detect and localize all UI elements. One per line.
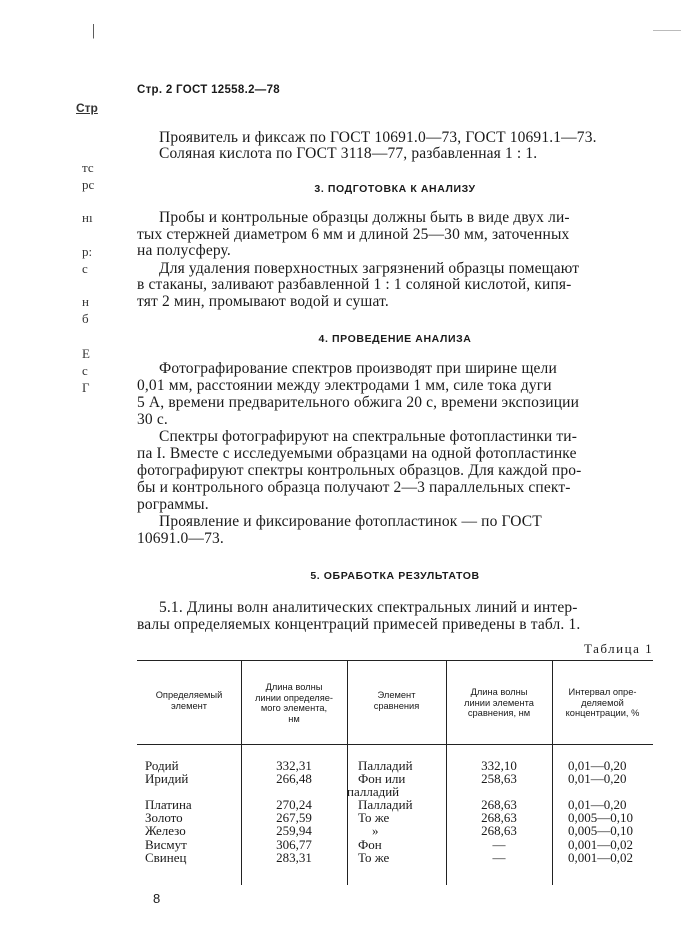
- intro-line: Соляная кислота по ГОСТ 3118—77, разбавленная 1 : 1.: [159, 145, 538, 162]
- cell-reference: То же: [358, 810, 390, 825]
- cell-range: 0,001—0,02: [568, 837, 633, 852]
- cell-reference-cont: палладий: [347, 784, 400, 799]
- section-title: 5. ОБРАБОТКА РЕЗУЛЬТАТОВ: [310, 570, 480, 582]
- column-header: Определяемый элемент: [155, 690, 223, 711]
- column-header: Элемент сравнения: [373, 690, 420, 711]
- paragraph-line: на полусферу.: [137, 242, 231, 259]
- cell-element: Иридий: [145, 771, 189, 786]
- margin-fragment: р:: [82, 244, 93, 259]
- table-top-rule: [137, 660, 653, 661]
- cell-wavelength: 283,31: [276, 850, 312, 865]
- cell-element: Свинец: [145, 850, 187, 865]
- paragraph-line: тят 2 мин, промывают водой и сушат.: [137, 293, 389, 310]
- cell-wavelength: 332,31: [276, 758, 312, 773]
- cell-ref-wavelength: 258,63: [481, 771, 517, 786]
- cell-wavelength: 266,48: [276, 771, 312, 786]
- paragraph-line: Фотографирование спектров производят при ширине щели: [159, 360, 557, 377]
- cell-reference: »: [372, 823, 379, 838]
- table-header-rule: [137, 744, 653, 745]
- cell-reference: То же: [358, 850, 390, 865]
- cell-range: 0,01—0,20: [568, 758, 627, 773]
- paragraph-line: 30 с.: [137, 411, 168, 428]
- paragraph-line: 5.1. Длины волн аналитических спектральных линий и интер-: [159, 599, 578, 616]
- page-number: 8: [153, 891, 161, 906]
- paragraph-line: Пробы и контрольные образцы должны быть в виде двух ли-: [159, 209, 570, 226]
- column-header: Интервал опре- деляемой концентрации, %: [565, 687, 640, 718]
- paragraph-line: фотографируют спектры контрольных образцов. Для каждой про-: [137, 462, 582, 479]
- cell-wavelength: 270,24: [276, 797, 312, 812]
- margin-fragment: рс: [82, 177, 95, 192]
- margin-fragment: б: [82, 311, 89, 326]
- paragraph-line: рограммы.: [137, 496, 209, 513]
- margin-mark: |: [92, 22, 96, 39]
- cell-range: 0,001—0,02: [568, 850, 633, 865]
- cell-element: Железо: [145, 823, 186, 838]
- cell-wavelength: 306,77: [276, 837, 312, 852]
- cell-wavelength: 259,94: [276, 823, 312, 838]
- paragraph-line: 0,01 мм, расстоянии между электродами 1 мм, силе тока дуги: [137, 377, 552, 394]
- paragraph-line: 10691.0—73.: [137, 530, 224, 547]
- cell-range: 0,01—0,20: [568, 797, 627, 812]
- margin-fragment: нı: [82, 210, 93, 225]
- cell-reference: Палладий: [358, 758, 413, 773]
- cell-ref-wavelength: 268,63: [481, 797, 517, 812]
- section-title: 3. ПОДГОТОВКА К АНАЛИЗУ: [314, 183, 476, 195]
- cell-ref-wavelength: 268,63: [481, 810, 517, 825]
- intro-line: Проявитель и фиксаж по ГОСТ 10691.0—73, ГОСТ 10691.1—73.: [159, 129, 597, 146]
- margin-page-label: Стр: [76, 101, 98, 115]
- paragraph-line: бы и контрольного образца получают 2—3 параллельных спект-: [137, 479, 571, 496]
- paragraph-line: тых стержней диаметром 6 мм и длиной 25—30 мм, заточенных: [137, 226, 570, 243]
- cell-ref-wavelength: 268,63: [481, 823, 517, 838]
- cell-reference: Фон: [358, 837, 382, 852]
- column-header: Длина волны линии элемента сравнения, нм: [464, 687, 534, 718]
- cell-ref-wavelength: 332,10: [481, 758, 517, 773]
- table-caption: Таблица 1: [584, 641, 654, 656]
- page-header: Стр. 2 ГОСТ 12558.2—78: [137, 84, 280, 96]
- cell-range: 0,005—0,10: [568, 810, 633, 825]
- cell-reference: Палладий: [358, 797, 413, 812]
- margin-fragment: тс: [82, 160, 94, 175]
- paragraph-line: Проявление и фиксирование фотопластинок — по ГОСТ: [159, 513, 542, 530]
- edge-mark: [653, 30, 681, 31]
- cell-element: Висмут: [145, 837, 187, 852]
- cell-element: Золото: [145, 810, 183, 825]
- paragraph-line: Для удаления поверхностных загрязнений образцы помещают: [159, 260, 580, 277]
- margin-fragment: н: [82, 294, 89, 309]
- column-header: Длина волны линии определяе- мого элемента, нм: [254, 682, 334, 724]
- paragraph-line: в стаканы, заливают разбавленной 1 : 1 соляной кислотой, кипя-: [137, 276, 572, 293]
- margin-fragment: с: [82, 363, 88, 378]
- cell-range: 0,01—0,20: [568, 771, 627, 786]
- paragraph-line: валы определяемых концентраций примесей приведены в табл. 1.: [137, 616, 581, 633]
- paragraph-line: Спектры фотографируют на спектральные фотопластинки ти-: [159, 428, 578, 445]
- margin-fragment: с: [82, 261, 88, 276]
- cell-ref-wavelength: —: [492, 837, 506, 852]
- section-title: 4. ПРОВЕДЕНИЕ АНАЛИЗА: [318, 333, 472, 345]
- margin-fragment: Е: [82, 346, 90, 361]
- cell-element: Родий: [145, 758, 179, 773]
- cell-element: Платина: [145, 797, 192, 812]
- cell-range: 0,005—0,10: [568, 823, 633, 838]
- cell-ref-wavelength: —: [492, 850, 506, 865]
- cell-wavelength: 267,59: [276, 810, 312, 825]
- paragraph-line: па I. Вместе с исследуемыми образцами на одной фотопластинке: [137, 445, 577, 462]
- margin-fragment: Г: [82, 380, 90, 395]
- cell-reference: Фон или: [358, 771, 406, 786]
- paragraph-line: 5 А, времени предварительного обжига 20 с, времени экспозиции: [137, 394, 580, 411]
